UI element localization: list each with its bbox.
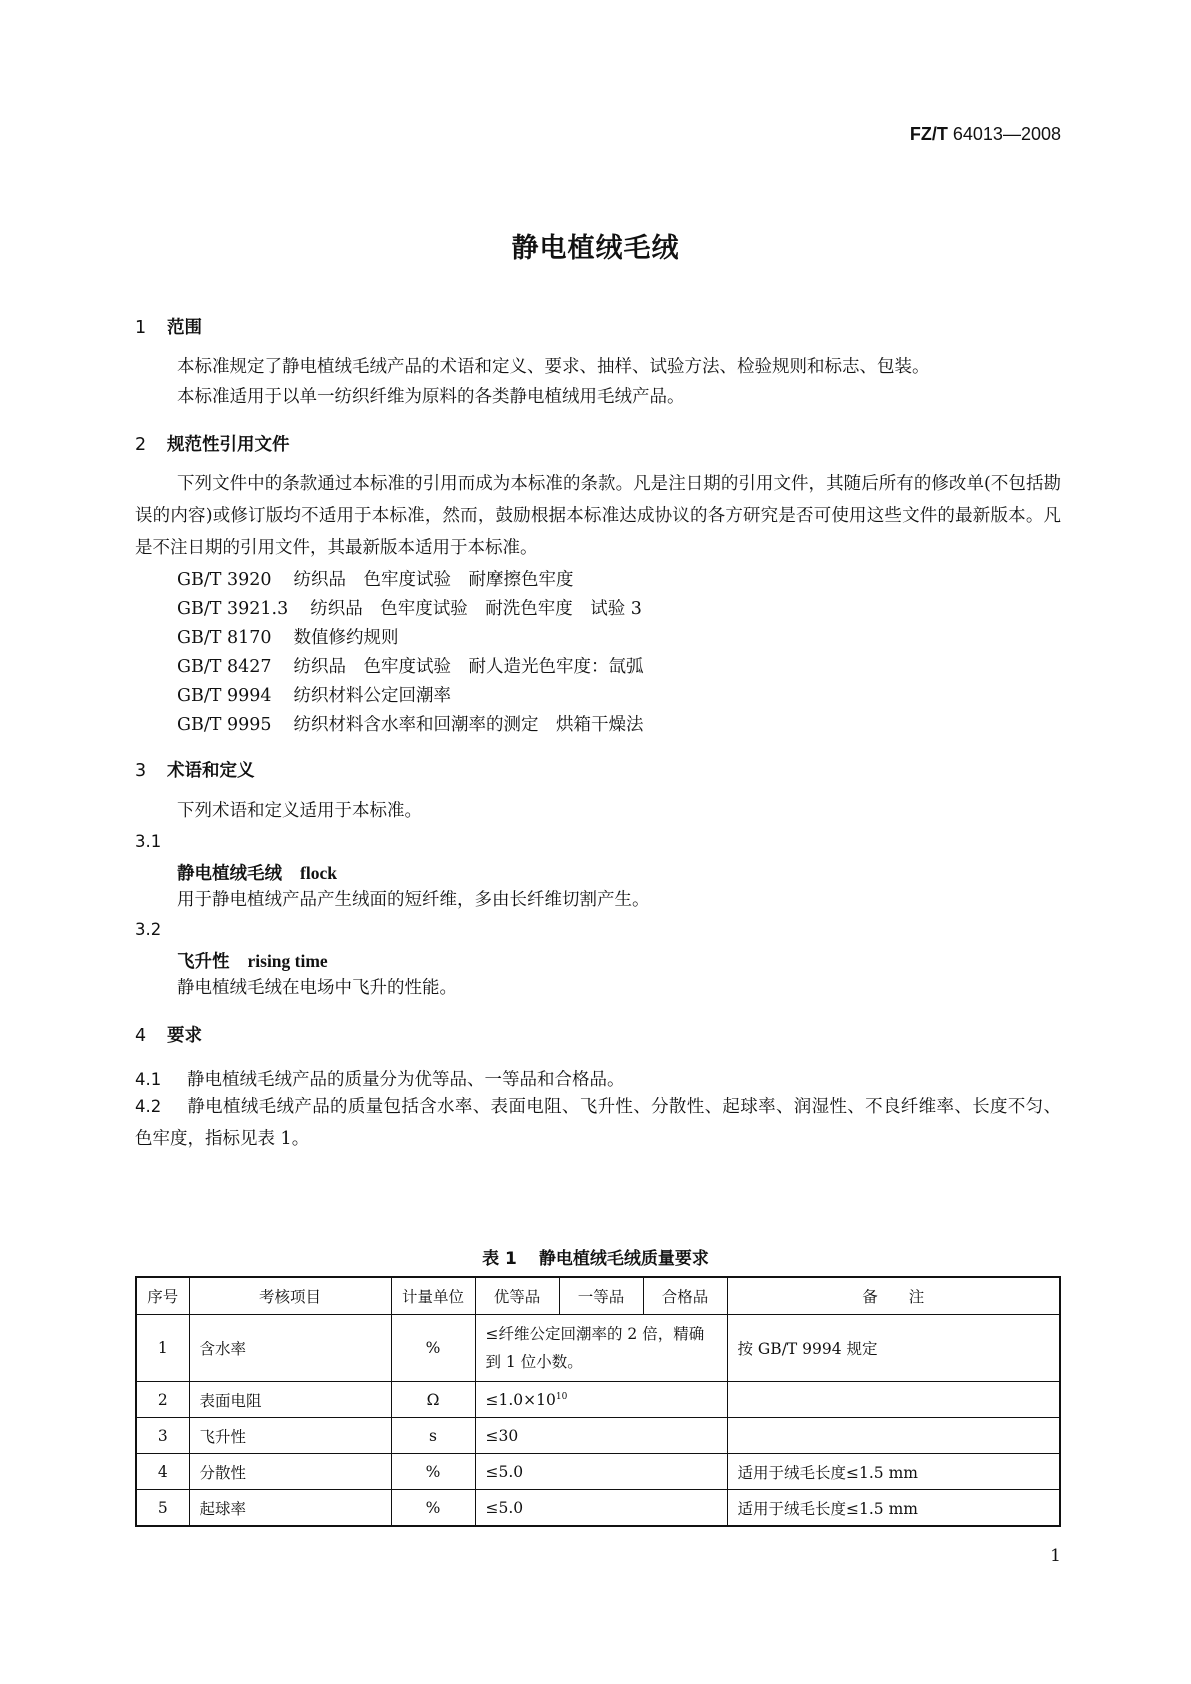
reference-item: GB/T 9994 纺织材料公定回潮率 xyxy=(177,686,452,706)
section-3-heading: 3 术语和定义 xyxy=(135,761,255,781)
section-2-paragraph: 下列文件中的条款通过本标准的引用而成为本标准的条款。凡是注日期的引用文件，其随后所有的修改单(不包括勘误的内容)或修订版均不适用于本标准，然而，鼓励根据本标准达成协议的各方研究是否可使用这些文件的最新版本。凡是不注日期的引用文件，其最新版本适用于本标准。 xyxy=(135,474,1061,558)
table-row: 4 分散性 % ≤5.0 适用于绒毛长度≤1.5 mm xyxy=(136,1454,1060,1490)
term-3-1-number: 3.1 xyxy=(135,832,162,851)
section-1-paragraph-1: 本标准规定了静电植绒毛绒产品的术语和定义、要求、抽样、试验方法、检验规则和标志、包装。 xyxy=(177,357,930,377)
section-2-heading: 2 规范性引用文件 xyxy=(135,435,290,455)
col-header-no: 序号 xyxy=(136,1277,189,1315)
page-number: 1 xyxy=(1050,1546,1061,1566)
term-3-1-definition: 用于静电植绒产品产生绒面的短纤维，多由长纤维切割产生。 xyxy=(177,890,650,910)
clause-4-2: 4.2 静电植绒毛绒产品的质量包括含水率、表面电阻、飞升性、分散性、起球率、润湿性、不良纤维率、长度不匀、色牢度，指标见表 1。 xyxy=(135,1097,1061,1149)
standard-number: FZ/T 64013—2008 xyxy=(909,124,1061,144)
term-3-2-definition: 静电植绒毛绒在电场中飞升的性能。 xyxy=(177,978,457,998)
table-row: 1 含水率 % ≤纤维公定回潮率的 2 倍，精确到 1 位小数。 按 GB/T 9994 规定 xyxy=(136,1315,1060,1382)
col-header-qualified: 合格品 xyxy=(643,1277,727,1315)
section-1-paragraph-2: 本标准适用于以单一纺织纤维为原料的各类静电植绒用毛绒产品。 xyxy=(177,387,685,407)
col-header-unit: 计量单位 xyxy=(391,1277,475,1315)
table-header-row xyxy=(136,1277,1060,1315)
clause-4-1: 4.1 静电植绒毛绒产品的质量分为优等品、一等品和合格品。 xyxy=(135,1070,625,1090)
section-1-heading: 1 范围 xyxy=(135,318,202,338)
col-header-first-grade: 一等品 xyxy=(559,1277,643,1315)
reference-item: GB/T 8170 数值修约规则 xyxy=(177,628,399,648)
col-header-note: 备 注 xyxy=(727,1277,1060,1315)
table-row: 3 飞升性 s ≤30 xyxy=(136,1418,1060,1454)
table-row: 2 表面电阻 Ω $\le 1.0\times 10^{10}$ xyxy=(136,1382,1060,1418)
col-header-premium: 优等品 xyxy=(475,1277,559,1315)
term-3-1: 静电植绒毛绒 flock xyxy=(177,863,337,884)
reference-item: GB/T 8427 纺织品 色牢度试验 耐人造光色牢度：氙弧 xyxy=(177,657,644,677)
table-caption: 表 1 静电植绒毛绒质量要求 xyxy=(482,1249,709,1269)
quality-requirements-table xyxy=(135,1276,1061,1527)
table-row: 5 起球率 % ≤5.0 适用于绒毛长度≤1.5 mm xyxy=(136,1490,1060,1527)
document-title: 静电植绒毛绒 xyxy=(511,233,680,264)
term-3-2: 飞升性 rising time xyxy=(177,951,328,972)
section-3-paragraph: 下列术语和定义适用于本标准。 xyxy=(177,801,422,821)
section-4-heading: 4 要求 xyxy=(135,1026,202,1046)
reference-item: GB/T 3920 纺织品 色牢度试验 耐摩擦色牢度 xyxy=(177,570,574,590)
term-3-2-number: 3.2 xyxy=(135,920,162,939)
col-header-item: 考核项目 xyxy=(189,1277,391,1315)
reference-item: GB/T 3921.3 纺织品 色牢度试验 耐洗色牢度 试验 3 xyxy=(177,599,642,619)
reference-item: GB/T 9995 纺织材料含水率和回潮率的测定 烘箱干燥法 xyxy=(177,715,644,735)
